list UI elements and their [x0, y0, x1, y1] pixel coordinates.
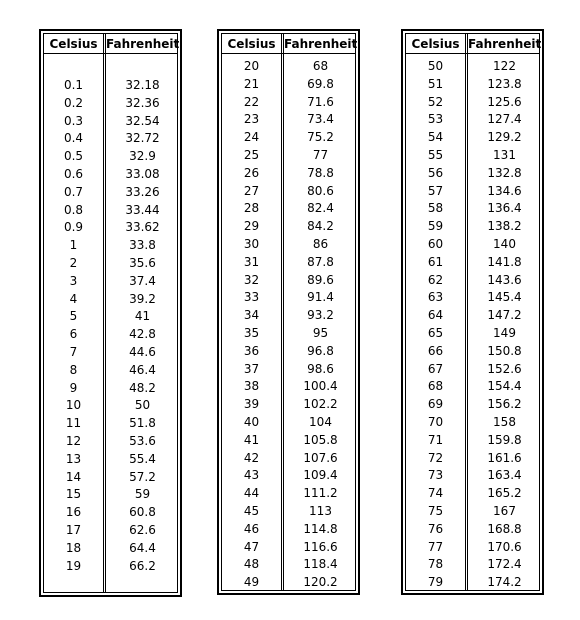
celsius-value: 9 [69, 380, 78, 395]
fahrenheit-value: 93.2 [307, 308, 334, 323]
celsius-value: 75 [427, 504, 444, 518]
celsius-value: 18 [65, 540, 82, 555]
fahrenheit-value: 33.08 [125, 167, 160, 181]
fahrenheit-value: 138.2 [487, 219, 522, 234]
celsius-value: 70 [427, 415, 444, 429]
celsius-value: 44 [243, 486, 260, 501]
fahrenheit-value: 89.6 [307, 272, 334, 287]
celsius-value: 34 [243, 308, 260, 323]
fahrenheit-value: 158 [493, 415, 516, 429]
celsius-value: 0.3 [63, 113, 84, 128]
header-divider [222, 53, 355, 54]
celsius-value: 56 [427, 165, 444, 180]
fahrenheit-value: 132.8 [487, 165, 522, 180]
fahrenheit-value: 82.4 [307, 201, 334, 216]
celsius-value: 45 [243, 504, 260, 518]
fahrenheit-value: 66.2 [129, 558, 156, 573]
celsius-value: 63 [427, 290, 444, 305]
celsius-value: 50 [427, 59, 444, 73]
celsius-value: 0.1 [63, 78, 84, 92]
fahrenheit-value: 170.6 [487, 539, 522, 554]
conversion-table-2 [217, 29, 360, 595]
fahrenheit-value: 71.6 [307, 94, 334, 109]
celsius-value: 12 [65, 434, 82, 448]
celsius-value: 48 [243, 557, 260, 572]
fahrenheit-value: 154.4 [487, 379, 522, 394]
celsius-value: 38 [243, 379, 260, 394]
fahrenheit-header: Fahrenheit [284, 37, 358, 51]
fahrenheit-value: 35.6 [129, 256, 156, 270]
celsius-value: 65 [427, 326, 444, 340]
fahrenheit-value: 98.6 [307, 361, 334, 376]
celsius-value: 52 [427, 94, 444, 109]
celsius-value: 35 [243, 326, 260, 340]
celsius-value: 64 [427, 308, 444, 323]
fahrenheit-value: 150.8 [487, 343, 522, 358]
fahrenheit-value: 136.4 [487, 201, 522, 216]
fahrenheit-value: 116.6 [303, 539, 338, 554]
table-frame [221, 33, 356, 591]
celsius-value: 60 [427, 237, 444, 251]
celsius-value: 17 [65, 523, 82, 537]
celsius-value: 72 [427, 450, 444, 465]
celsius-value: 55 [427, 148, 444, 162]
fahrenheit-value: 172.4 [487, 557, 522, 572]
fahrenheit-value: 32.9 [129, 149, 156, 164]
fahrenheit-value: 107.6 [303, 450, 338, 465]
celsius-value: 46 [243, 521, 260, 536]
celsius-value: 8 [69, 362, 78, 377]
fahrenheit-value: 59 [134, 487, 151, 502]
celsius-value: 23 [243, 112, 260, 127]
fahrenheit-value: 32.54 [125, 113, 160, 128]
fahrenheit-value: 131 [493, 148, 516, 162]
celsius-value: 74 [427, 486, 444, 501]
fahrenheit-value: 68 [312, 59, 329, 73]
celsius-value: 57 [427, 183, 444, 198]
celsius-value: 47 [243, 539, 260, 554]
fahrenheit-value: 122 [493, 59, 516, 73]
fahrenheit-value: 32.36 [125, 95, 160, 110]
fahrenheit-value: 57.2 [129, 469, 156, 484]
fahrenheit-value: 60.8 [129, 505, 156, 520]
celsius-value: 24 [243, 130, 260, 145]
celsius-value: 22 [243, 94, 260, 109]
celsius-header: Celsius [49, 37, 98, 51]
fahrenheit-value: 64.4 [129, 540, 156, 555]
celsius-value: 79 [427, 575, 444, 590]
fahrenheit-value: 113 [309, 504, 332, 518]
fahrenheit-value: 42.8 [129, 327, 156, 342]
fahrenheit-value: 149 [493, 326, 516, 340]
fahrenheit-value: 37.4 [129, 273, 156, 288]
fahrenheit-value: 102.2 [303, 397, 338, 412]
celsius-value: 39 [243, 397, 260, 412]
celsius-value: 51 [427, 76, 444, 91]
fahrenheit-value: 125.6 [487, 94, 522, 109]
celsius-value: 5 [69, 309, 78, 324]
header-divider [406, 53, 539, 54]
fahrenheit-value: 53.6 [129, 434, 156, 448]
fahrenheit-value: 73.4 [307, 112, 334, 127]
fahrenheit-value: 39.2 [129, 291, 156, 306]
fahrenheit-value: 129.2 [487, 130, 522, 145]
celsius-value: 7 [69, 345, 78, 359]
celsius-value: 10 [65, 398, 82, 413]
fahrenheit-value: 168.8 [487, 521, 522, 536]
fahrenheit-value: 140 [493, 237, 516, 251]
fahrenheit-value: 75.2 [307, 130, 334, 145]
fahrenheit-value: 147.2 [487, 308, 522, 323]
celsius-value: 0.2 [63, 95, 84, 110]
fahrenheit-value: 86 [312, 237, 329, 251]
celsius-value: 37 [243, 361, 260, 376]
celsius-value: 13 [65, 451, 82, 466]
celsius-value: 2 [69, 256, 78, 270]
celsius-value: 53 [427, 112, 444, 127]
celsius-header: Celsius [227, 37, 276, 51]
fahrenheit-value: 33.44 [125, 202, 160, 217]
fahrenheit-value: 127.4 [487, 112, 522, 127]
celsius-value: 0.4 [63, 131, 84, 146]
celsius-value: 32 [243, 272, 260, 287]
fahrenheit-value: 156.2 [487, 397, 522, 412]
fahrenheit-value: 167 [493, 504, 516, 518]
fahrenheit-value: 32.72 [125, 131, 160, 146]
fahrenheit-value: 77 [312, 148, 329, 162]
fahrenheit-value: 51.8 [129, 416, 156, 431]
celsius-value: 54 [427, 130, 444, 145]
celsius-value: 16 [65, 505, 82, 520]
fahrenheit-value: 161.6 [487, 450, 522, 465]
fahrenheit-value: 84.2 [307, 219, 334, 234]
celsius-value: 27 [243, 183, 260, 198]
celsius-value: 49 [243, 575, 260, 590]
celsius-value: 78 [427, 557, 444, 572]
fahrenheit-value: 141.8 [487, 254, 522, 269]
fahrenheit-value: 123.8 [487, 76, 522, 91]
fahrenheit-value: 100.4 [303, 379, 338, 394]
fahrenheit-value: 174.2 [487, 575, 522, 590]
fahrenheit-value: 163.4 [487, 468, 522, 483]
celsius-value: 33 [243, 290, 260, 305]
fahrenheit-value: 87.8 [307, 254, 334, 269]
celsius-value: 62 [427, 272, 444, 287]
celsius-value: 14 [65, 469, 82, 484]
fahrenheit-value: 105.8 [303, 432, 338, 447]
fahrenheit-value: 78.8 [307, 165, 334, 180]
celsius-value: 43 [243, 468, 260, 483]
celsius-value: 71 [427, 432, 444, 447]
fahrenheit-value: 91.4 [307, 290, 334, 305]
fahrenheit-value: 118.4 [303, 557, 338, 572]
fahrenheit-value: 62.6 [129, 523, 156, 537]
celsius-value: 31 [243, 254, 260, 269]
celsius-value: 30 [243, 237, 260, 251]
celsius-value: 76 [427, 521, 444, 536]
fahrenheit-value: 134.6 [487, 183, 522, 198]
conversion-table-1 [39, 29, 182, 597]
celsius-value: 36 [243, 343, 260, 358]
celsius-value: 4 [69, 291, 78, 306]
fahrenheit-value: 33.8 [129, 238, 156, 253]
celsius-value: 73 [427, 468, 444, 483]
celsius-value: 25 [243, 148, 260, 162]
celsius-value: 0.8 [63, 202, 84, 217]
celsius-value: 0.6 [63, 167, 84, 181]
celsius-value: 68 [427, 379, 444, 394]
celsius-value: 15 [65, 487, 82, 502]
fahrenheit-value: 50 [134, 398, 151, 413]
fahrenheit-value: 143.6 [487, 272, 522, 287]
celsius-value: 28 [243, 201, 260, 216]
celsius-value: 26 [243, 165, 260, 180]
fahrenheit-value: 152.6 [487, 361, 522, 376]
fahrenheit-value: 159.8 [487, 432, 522, 447]
header-divider [44, 53, 177, 54]
celsius-header: Celsius [411, 37, 460, 51]
celsius-value: 58 [427, 201, 444, 216]
celsius-value: 61 [427, 254, 444, 269]
fahrenheit-value: 48.2 [129, 380, 156, 395]
column-divider [281, 34, 282, 590]
column-divider [465, 34, 466, 590]
celsius-value: 0.9 [63, 220, 84, 235]
fahrenheit-value: 69.8 [307, 76, 334, 91]
celsius-value: 3 [69, 273, 78, 288]
table-frame [405, 33, 540, 591]
celsius-value: 42 [243, 450, 260, 465]
celsius-value: 6 [69, 327, 78, 342]
fahrenheit-value: 44.6 [129, 345, 156, 359]
celsius-value: 21 [243, 76, 260, 91]
fahrenheit-value: 33.62 [125, 220, 160, 235]
fahrenheit-value: 80.6 [307, 183, 334, 198]
celsius-value: 0.7 [63, 184, 84, 199]
fahrenheit-value: 55.4 [129, 451, 156, 466]
fahrenheit-value: 111.2 [303, 486, 338, 501]
fahrenheit-value: 165.2 [487, 486, 522, 501]
fahrenheit-value: 104 [309, 415, 332, 429]
celsius-value: 29 [243, 219, 260, 234]
celsius-value: 0.5 [63, 149, 84, 164]
fahrenheit-value: 95 [312, 326, 329, 340]
fahrenheit-value: 33.26 [125, 184, 160, 199]
celsius-value: 41 [243, 432, 260, 447]
column-divider [103, 34, 104, 592]
fahrenheit-value: 109.4 [303, 468, 338, 483]
fahrenheit-value: 41 [134, 309, 151, 324]
fahrenheit-value: 145.4 [487, 290, 522, 305]
fahrenheit-value: 32.18 [125, 78, 160, 92]
celsius-value: 40 [243, 415, 260, 429]
celsius-value: 20 [243, 59, 260, 73]
celsius-value: 19 [65, 558, 82, 573]
conversion-table-3 [401, 29, 544, 595]
fahrenheit-header: Fahrenheit [106, 37, 180, 51]
fahrenheit-value: 46.4 [129, 362, 156, 377]
celsius-value: 11 [65, 416, 82, 431]
fahrenheit-value: 120.2 [303, 575, 338, 590]
celsius-value: 69 [427, 397, 444, 412]
table-frame [43, 33, 178, 593]
fahrenheit-header: Fahrenheit [468, 37, 542, 51]
celsius-value: 66 [427, 343, 444, 358]
celsius-value: 77 [427, 539, 444, 554]
celsius-value: 67 [427, 361, 444, 376]
fahrenheit-value: 96.8 [307, 343, 334, 358]
celsius-value: 59 [427, 219, 444, 234]
celsius-value: 1 [69, 238, 78, 253]
fahrenheit-value: 114.8 [303, 521, 338, 536]
